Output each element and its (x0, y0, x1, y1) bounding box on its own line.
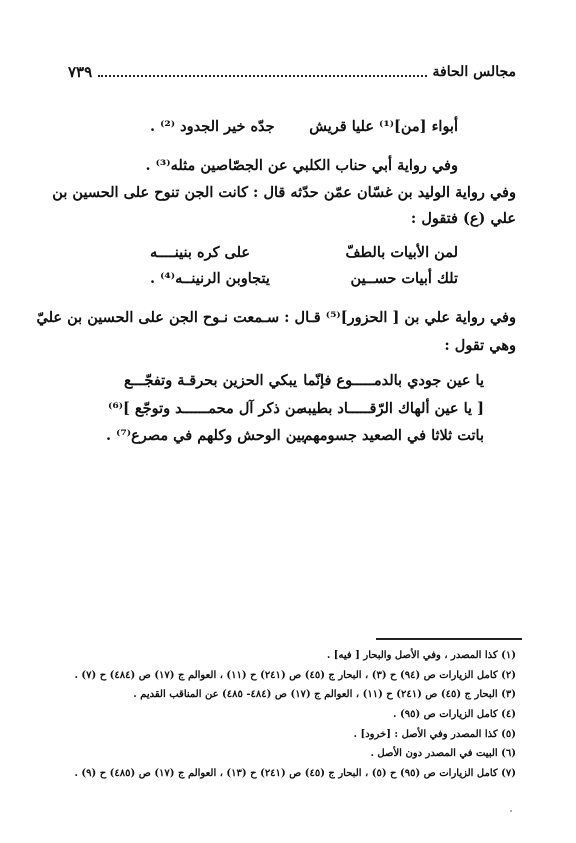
footnote-2: (٢) كامل الزيارات ص (٩٤) ح (٣) ، البحار ج (٤٥) ص (٢٤١) ح (١١) ، العوالم ج (١٧) ص (٤٨٤) ح (٧) . (74, 670, 516, 681)
paragraph-2-line-1: وفي رواية الوليد بن غسّان عمّن حدّثه قال : كانت الجن تنوح على الحسين بن (52, 184, 516, 201)
header-leader-dots (98, 75, 426, 77)
page-number: ٧٣٩ (68, 63, 93, 81)
verse-line-4 (124, 372, 484, 394)
paragraph-3-line-2: وهي تقول : (444, 337, 516, 354)
verse-5-first-hemistich: [ يا عين ألهاك الرّقـــــاد بطيبه (299, 400, 484, 417)
scan-speck (510, 810, 512, 812)
verse-line-3 (150, 270, 458, 292)
footnote-separator (376, 638, 522, 640)
footnote-1: (١) كذا المصدر ، وفي الأصل والبحار [ فيه] . (326, 650, 516, 661)
running-title: مجالس الحافة (432, 64, 516, 80)
verse-2-first-hemistich: لمن الأبيات بالطفّ (345, 244, 458, 261)
verse-line-5 (108, 400, 484, 422)
verse-6-second-hemistich: بين الوحش وكلهم في مصرع⁽⁷⁾ . (106, 427, 306, 444)
page-header (68, 62, 516, 82)
verse-4-second-hemistich: يبكي الحزين بحرقـة وتفجّـــع (124, 372, 298, 389)
footnote-3: (٣) البحار ج (٤٥) ص (٢٤١) ح (١١) ، العوالم ج (١٧) ص (٤٨٤- ٤٨٥) عن المناقب القديم . (133, 689, 516, 700)
paragraph-1: وفي رواية أبي حناب الكلبي عن الجصّاصين مثله⁽³⁾ . (145, 157, 458, 174)
verse-5-second-hemistich: من ذكر آل محمــــــد وتوجّع ]⁽⁶⁾ (108, 400, 304, 417)
verse-2-second-hemistich: على كره بنينــــه (150, 244, 251, 261)
verse-1-second-hemistich: جدّه خير الجدود ⁽²⁾ . (150, 118, 275, 135)
footnote-6: (٦) البيت في المصدر دون الأصل . (370, 748, 516, 759)
footnote-7: (٧) كامل الزيارات ص (٩٥) ح (٥) ، البحار ج (٤٥) ص (٢٤١) ح (١٣) ، العوالم ج (١٧) ص (٤٨٥) ح (٩) . (74, 768, 516, 779)
paragraph-2-line-2: علي (ع) فتقول : (410, 210, 516, 227)
verse-1-first-hemistich: أبواء [من]⁽¹⁾ عليا قريش (309, 118, 458, 135)
footnote-4: (٤) كامل الزيارات ص (٩٥) . (393, 709, 516, 720)
verse-line-1 (150, 118, 458, 140)
verse-3-second-hemistich: يتجاوبن الرنينــه⁽⁴⁾ . (150, 270, 270, 287)
verse-6-first-hemistich: باتت ثلاثا في الصعيد جسومهم (303, 427, 484, 444)
footnote-5: (٥) كذا المصدر وفي الأصل : [خرود] . (353, 729, 516, 740)
paragraph-3-line-1: وفي رواية علي بن [ الحزور]⁽⁵⁾ قـال : سـمعت نـوح الجن على الحسين بن عليّ (36, 309, 516, 326)
verse-line-2 (150, 244, 458, 266)
verse-line-6 (106, 427, 484, 449)
verse-4-first-hemistich: يا عين جودي بالدمـــــوع فإنّما (303, 372, 484, 389)
verse-3-first-hemistich: تلك أبيات حســين (350, 270, 458, 287)
